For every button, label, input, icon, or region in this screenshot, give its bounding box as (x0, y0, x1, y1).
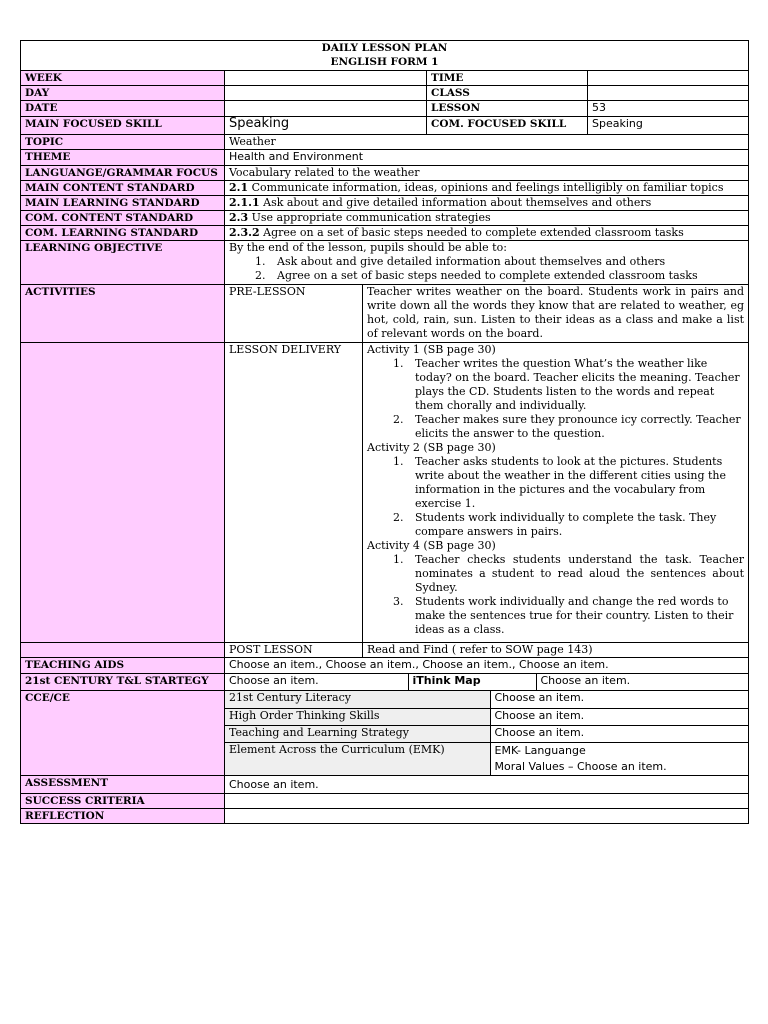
moral-values-value[interactable]: Choose an item. (576, 759, 667, 773)
objective-item: 1. Ask about and give detailed information about themselves and others (269, 255, 744, 269)
mls-value[interactable] (225, 196, 749, 211)
activity4-item: 3. Students work individually and change the red words to make the sentences true for their country. Listen to their ideas as a class. (407, 595, 744, 637)
activity1-item: 1. Teacher writes the question What’s the weather like today? on the board. Teacher elicits the meaning. Teacher plays the CD. Students listen to the words and repeat them chorally and individually. (407, 357, 744, 413)
grammar-value[interactable]: Vocabulary related to the weather (225, 166, 749, 181)
ccs-code: 2.3 (229, 211, 249, 224)
cce-left: Teaching and Learning Strategy (225, 725, 490, 742)
class-label: CLASS (427, 86, 588, 101)
ccs-label: COM. CONTENT STANDARD (21, 211, 225, 226)
reflection-label: REFLECTION (21, 808, 225, 823)
topic-label: TOPIC (21, 135, 225, 150)
main-skill-value[interactable]: Speaking (225, 117, 427, 135)
theme-label: THEME (21, 150, 225, 166)
ithink-value[interactable]: Choose an item. (536, 674, 748, 690)
activity4-list (367, 553, 744, 637)
lesson-plan-table (20, 40, 749, 824)
delivery-text[interactable] (363, 343, 749, 643)
cce-label: CCE/CE (21, 691, 225, 776)
cce-right[interactable]: Choose an item. (490, 691, 748, 708)
plan-title: DAILY LESSON PLAN (321, 42, 448, 54)
cce-left: High Order Thinking Skills (225, 708, 490, 725)
ccs-value[interactable] (225, 211, 749, 226)
day-label: DAY (21, 86, 225, 101)
cls-value[interactable] (225, 226, 749, 241)
emk-language: EMK- Languange (494, 743, 586, 757)
success-value[interactable] (225, 793, 749, 808)
cce-right[interactable]: Choose an item. (490, 725, 748, 742)
activities-label: ACTIVITIES (21, 285, 225, 343)
activity4-title: Activity 4 (SB page 30) (367, 539, 496, 552)
strategy-label: 21st CENTURY T&L STARTEGY (21, 674, 225, 691)
emk-right[interactable] (490, 742, 748, 775)
strategy-value[interactable]: Choose an item. (225, 674, 408, 690)
class-value[interactable] (588, 86, 749, 101)
grammar-label: LANGUANGE/GRAMMAR FOCUS (21, 166, 225, 181)
time-value[interactable] (588, 71, 749, 86)
objective-intro: By the end of the lesson, pupils should be able to: (229, 241, 507, 254)
mcs-text: Communicate information, ideas, opinions and feelings intelligibly on familiar topics (248, 181, 724, 194)
strategy-row (225, 674, 749, 691)
objective-value[interactable] (225, 241, 749, 285)
activity1-list (367, 357, 744, 441)
delivery-label: LESSON DELIVERY (225, 343, 363, 643)
activities-label-cont2 (21, 643, 225, 658)
pre-lesson-text[interactable]: Teacher writes weather on the board. Students work in pairs and write down all the words they know that are related to weather, eg hot, cold, rain, sun. Listen to their ideas as a class and make a list of relevant words on the board. (363, 285, 749, 343)
mls-code: 2.1.1 (229, 196, 260, 209)
main-skill-label: MAIN FOCUSED SKILL (21, 117, 225, 135)
date-label: DATE (21, 101, 225, 117)
post-lesson-label: POST LESSON (225, 643, 363, 658)
ithink-label: iThink Map (408, 674, 536, 690)
date-value[interactable] (225, 101, 427, 117)
pre-lesson-label: PRE-LESSON (225, 285, 363, 343)
plan-subtitle: ENGLISH FORM 1 (330, 56, 439, 68)
cce-block (225, 691, 749, 776)
mls-text: Ask about and give detailed information about themselves and others (259, 196, 652, 209)
objective-list (229, 255, 744, 283)
cls-text: Agree on a set of basic steps needed to complete extended classroom tasks (259, 226, 684, 239)
aids-value[interactable]: Choose an item., Choose an item., Choose an item., Choose an item. (225, 658, 749, 674)
aids-label: TEACHING AIDS (21, 658, 225, 674)
activity2-item: 2. Students work individually to complete the task. They compare answers in pairs. (407, 511, 744, 539)
objective-label: LEARNING OBJECTIVE (21, 241, 225, 285)
mcs-code: 2.1 (229, 181, 249, 194)
cce-right[interactable]: Choose an item. (490, 708, 748, 725)
success-label: SUCCESS CRITERIA (21, 793, 225, 808)
emk-left: Element Across the Curriculum (EMK) (225, 742, 490, 775)
cls-label: COM. LEARNING STANDARD (21, 226, 225, 241)
theme-value[interactable]: Health and Environment (225, 150, 749, 166)
mls-label: MAIN LEARNING STANDARD (21, 196, 225, 211)
activity1-item: 2. Teacher makes sure they pronounce icy correctly. Teacher elicits the answer to the question. (407, 413, 744, 441)
objective-item: 2. Agree on a set of basic steps needed to complete extended classroom tasks (269, 269, 744, 283)
activities-label-cont (21, 343, 225, 643)
time-label: TIME (427, 71, 588, 86)
moral-values-label: Moral Values – (494, 759, 577, 773)
reflection-value[interactable] (225, 808, 749, 823)
com-skill-value[interactable]: Speaking (588, 117, 749, 135)
activity2-item: 1. Teacher asks students to look at the pictures. Students write about the weather in the different cities using the information in the pictures and the vocabulary from exercise 1. (407, 455, 744, 511)
com-skill-label: COM. FOCUSED SKILL (427, 117, 588, 135)
post-lesson-text[interactable]: Read and Find ( refer to SOW page 143) (363, 643, 749, 658)
activity1-title: Activity 1 (SB page 30) (367, 343, 496, 356)
mcs-value[interactable] (225, 181, 749, 196)
assessment-value[interactable]: Choose an item. (225, 775, 749, 793)
week-value[interactable] (225, 71, 427, 86)
cce-left: 21st Century Literacy (225, 691, 490, 708)
day-value[interactable] (225, 86, 427, 101)
activity4-item: 1. Teacher checks students understand the task. Teacher nominates a student to read aloud the sentences about Sydney. (407, 553, 744, 595)
strategy-table (225, 674, 748, 690)
cce-table (225, 691, 748, 775)
cls-code: 2.3.2 (229, 226, 260, 239)
plan-title-cell (21, 41, 749, 71)
assessment-label: ASSESSMENT (21, 775, 225, 793)
lesson-value[interactable]: 53 (588, 101, 749, 117)
week-label: WEEK (21, 71, 225, 86)
lesson-plan-sheet (20, 40, 748, 824)
topic-value[interactable]: Weather (225, 135, 749, 150)
mcs-label: MAIN CONTENT STANDARD (21, 181, 225, 196)
activity2-list (367, 455, 744, 539)
activity2-title: Activity 2 (SB page 30) (367, 441, 496, 454)
ccs-text: Use appropriate communication strategies (248, 211, 491, 224)
emk-moral-values (495, 759, 745, 775)
lesson-label: LESSON (427, 101, 588, 117)
